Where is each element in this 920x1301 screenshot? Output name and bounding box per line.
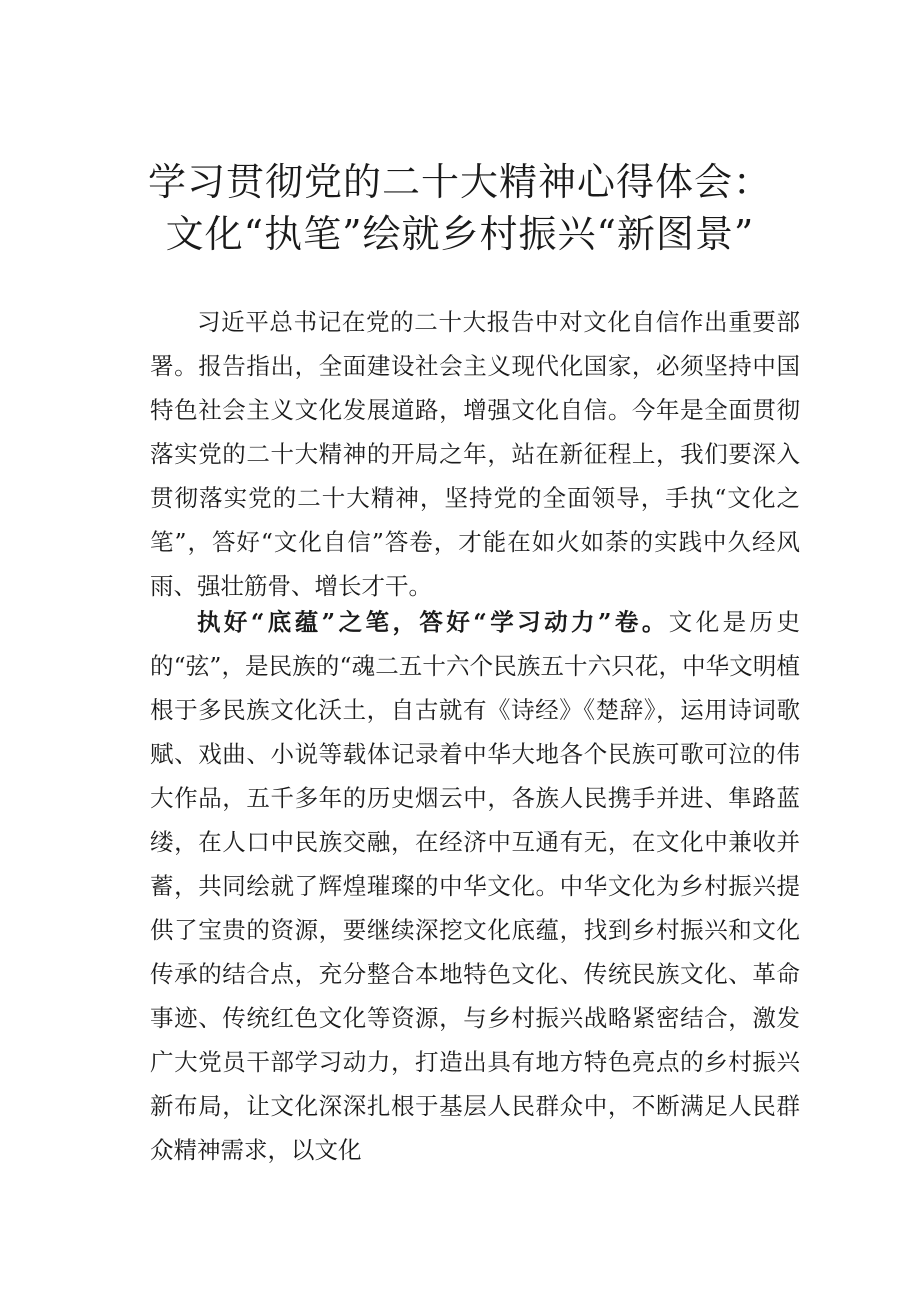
- paragraph-section-1: [150, 600, 800, 1172]
- document-title-line-2: 文化“执笔”绘就乡村振兴“新图景”: [165, 212, 755, 256]
- paragraph-section-1-text: 文化是历史的“弦”，是民族的“魂二五十六个民族五十六只花，中华文明植根于多民族文化沃土，自古就有《诗经》《楚辞》，运用诗词歌赋、戏曲、小说等载体记录着中华大地各个民族可歌可泣的伟大作品，五千多年的历史烟云中，各族人民携手并进、隼路蓝缕，在人口中民族交融，在经济中互通有无，在文化中兼收并蓄，共同绘就了辉煌璀璨的中华文化。中华文化为乡村振兴提供了宝贵的资源，要继续深挖文化底蕴，找到乡村振兴和文化传承的结合点，充分整合本地特色文化、传统民族文化、革命事迹、传统红色文化等资源，与乡村振兴战略紧密结合，激发广大党员干部学习动力，打造出具有地方特色亮点的乡村振兴新布局，让文化深深扎根于基层人民群众中，不断满足人民群众精神需求，以文化: [150, 608, 800, 1164]
- paragraph-intro: [150, 300, 800, 608]
- paragraph-section-1-heading: 执好“底蕴”之笔，答好“学习动力”卷。: [197, 608, 669, 636]
- document-title-line-1: 学习贯彻党的二十大精神心得体会：: [147, 160, 772, 204]
- paragraph-intro-text: 习近平总书记在党的二十大报告中对文化自信作出重要部署。报告指出，全面建设社会主义现代化国家，必须坚持中国特色社会主义文化发展道路，增强文化自信。今年是全面贯彻落实党的二十大精神的开局之年，站在新征程上，我们要深入贯彻落实党的二十大精神，坚持党的全面领导，手执“文化之笔”，答好“文化自信”答卷，才能在如火如荼的实践中久经风雨、强壮筋骨、增长才干。: [150, 308, 800, 600]
